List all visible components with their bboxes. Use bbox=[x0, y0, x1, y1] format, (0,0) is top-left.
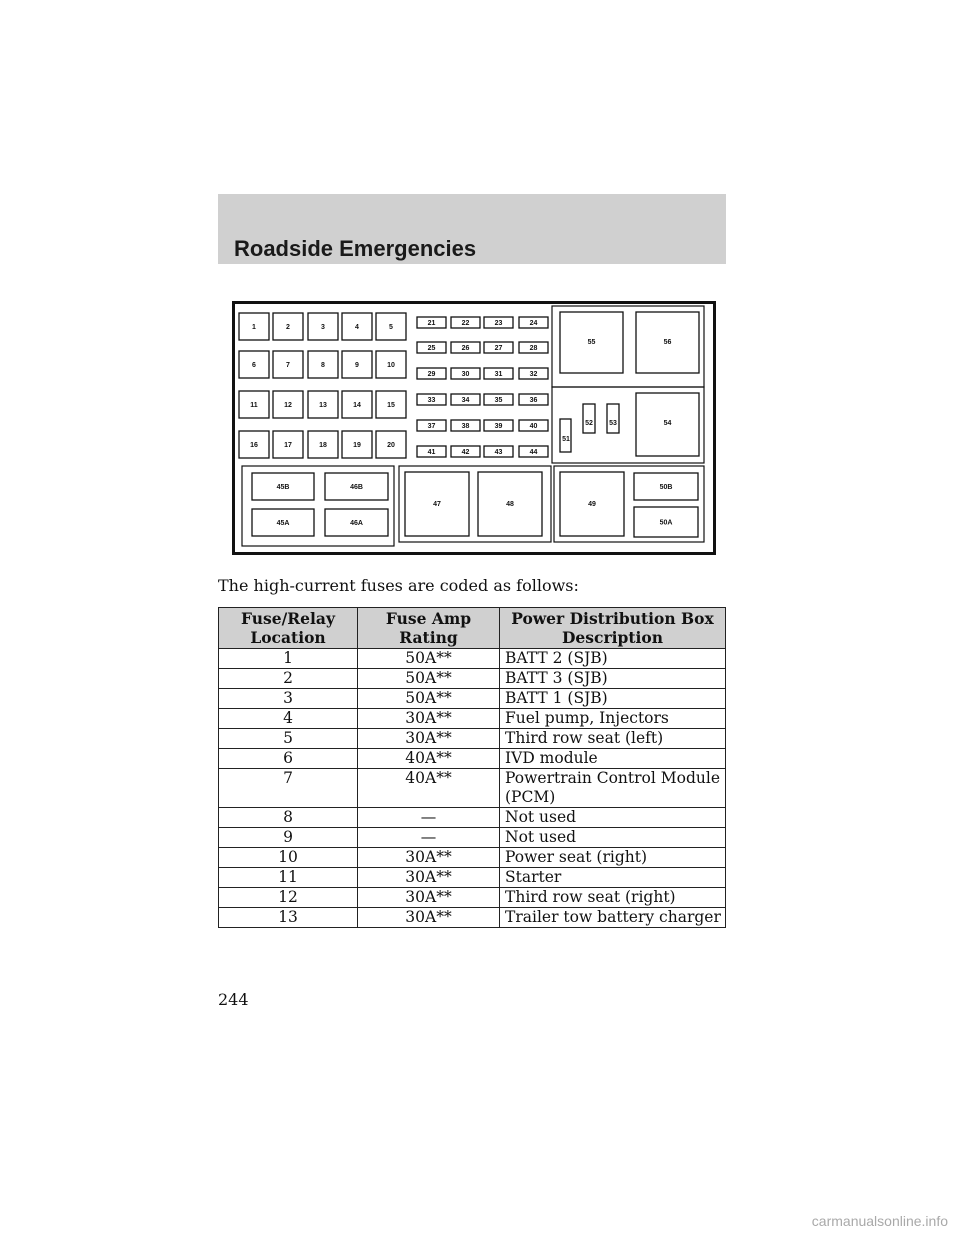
fuse-label-f24: 24 bbox=[529, 320, 538, 327]
cell-location: 7 bbox=[219, 769, 358, 808]
fuse-label-f17: 17 bbox=[284, 442, 292, 449]
cell-description: BATT 1 (SJB) bbox=[500, 689, 726, 709]
fuse-label-f32: 32 bbox=[529, 371, 538, 378]
fuse-label-f37: 37 bbox=[427, 423, 436, 430]
fuse-label-f41: 41 bbox=[427, 449, 436, 456]
cell-description: BATT 2 (SJB) bbox=[500, 649, 726, 669]
fuse-label-f56: 56 bbox=[663, 339, 672, 346]
fuse-label-f50a: 50A bbox=[659, 519, 673, 527]
table-row bbox=[219, 649, 726, 669]
header-location: Fuse/Relay Location bbox=[219, 608, 358, 649]
table-caption: The high-current fuses are coded as follows: bbox=[218, 576, 579, 595]
table-body bbox=[219, 649, 726, 928]
fuse-label-f46a: 46A bbox=[350, 520, 363, 527]
fuse-label-f7: 7 bbox=[286, 362, 290, 369]
table-row bbox=[219, 808, 726, 828]
fuse-label-f35: 35 bbox=[494, 397, 503, 404]
cell-amp-rating: 30A** bbox=[358, 709, 500, 729]
fuse-label-f25: 25 bbox=[427, 345, 436, 352]
cell-description: Not used bbox=[500, 828, 726, 848]
fuse-label-f12: 12 bbox=[284, 402, 292, 409]
fuse-label-f6: 6 bbox=[252, 362, 256, 369]
fuse-label-f46b: 46B bbox=[350, 484, 363, 491]
header-amp-rating: Fuse Amp Rating bbox=[358, 608, 500, 649]
fuse-label-f38: 38 bbox=[461, 423, 470, 430]
fuse-label-f4: 4 bbox=[355, 324, 359, 331]
fuse-label-f52: 52 bbox=[585, 420, 593, 427]
table-row bbox=[219, 709, 726, 729]
fuse-label-f55: 55 bbox=[587, 339, 596, 346]
fuse-label-f18: 18 bbox=[319, 442, 327, 449]
fuse-label-f30: 30 bbox=[461, 371, 470, 378]
fuse-label-f36: 36 bbox=[529, 397, 538, 404]
table-row bbox=[219, 689, 726, 709]
fuse-slot-f52 bbox=[583, 404, 595, 433]
cell-description: Fuel pump, Injectors bbox=[500, 709, 726, 729]
fuse-label-f8: 8 bbox=[321, 362, 325, 369]
fuse-label-f40: 40 bbox=[529, 423, 538, 430]
fuse-label-f34: 34 bbox=[461, 397, 470, 404]
cell-description: Powertrain Control Module (PCM) bbox=[500, 769, 726, 808]
fuse-label-f50b: 50B bbox=[659, 484, 673, 491]
cell-location: 6 bbox=[219, 749, 358, 769]
fuse-table bbox=[218, 607, 726, 928]
cell-amp-rating: 50A** bbox=[358, 669, 500, 689]
cell-location: 3 bbox=[219, 689, 358, 709]
fuse-slot-f53 bbox=[607, 404, 619, 433]
cell-amp-rating: 30A** bbox=[358, 888, 500, 908]
fuse-label-f11: 11 bbox=[250, 402, 258, 409]
cell-location: 11 bbox=[219, 868, 358, 888]
cell-location: 8 bbox=[219, 808, 358, 828]
fuse-label-f14: 14 bbox=[353, 402, 361, 409]
cell-location: 9 bbox=[219, 828, 358, 848]
fuse-label-f51: 51 bbox=[562, 436, 570, 443]
table-row bbox=[219, 888, 726, 908]
table-row bbox=[219, 868, 726, 888]
cell-amp-rating: 30A** bbox=[358, 848, 500, 868]
fuse-box-diagram bbox=[232, 301, 716, 555]
fuse-label-f20: 20 bbox=[387, 442, 395, 449]
cell-location: 2 bbox=[219, 669, 358, 689]
table-row bbox=[219, 769, 726, 808]
fuse-label-f13: 13 bbox=[319, 402, 327, 409]
fuse-label-f44: 44 bbox=[529, 449, 538, 456]
fuse-label-f3: 3 bbox=[321, 324, 325, 331]
fuse-label-f26: 26 bbox=[461, 345, 470, 352]
cell-amp-rating: 30A** bbox=[358, 868, 500, 888]
table-row bbox=[219, 749, 726, 769]
fuse-label-f29: 29 bbox=[427, 371, 436, 378]
cell-description: Third row seat (right) bbox=[500, 888, 726, 908]
fuse-label-f15: 15 bbox=[387, 402, 395, 409]
fuse-label-f2: 2 bbox=[286, 324, 290, 331]
fuse-label-f53: 53 bbox=[609, 420, 617, 427]
fuse-label-f1: 1 bbox=[252, 324, 256, 331]
table-header-row bbox=[219, 608, 726, 649]
cell-description: Power seat (right) bbox=[500, 848, 726, 868]
cell-description: BATT 3 (SJB) bbox=[500, 669, 726, 689]
fuse-label-f54: 54 bbox=[663, 420, 672, 427]
cell-description: Trailer tow battery charger bbox=[500, 908, 726, 928]
cell-amp-rating: 30A** bbox=[358, 729, 500, 749]
table-row bbox=[219, 828, 726, 848]
fuse-label-f42: 42 bbox=[461, 449, 470, 456]
cell-location: 13 bbox=[219, 908, 358, 928]
fuse-label-f10: 10 bbox=[387, 362, 395, 369]
fuse-label-f27: 27 bbox=[494, 345, 503, 352]
table-row bbox=[219, 669, 726, 689]
cell-description: IVD module bbox=[500, 749, 726, 769]
cell-amp-rating: 50A** bbox=[358, 689, 500, 709]
fuse-label-f48: 48 bbox=[506, 501, 514, 508]
cell-amp-rating: 40A** bbox=[358, 749, 500, 769]
fuse-label-f45b: 45B bbox=[276, 484, 290, 491]
fuse-label-f33: 33 bbox=[427, 397, 436, 404]
cell-location: 5 bbox=[219, 729, 358, 749]
cell-amp-rating: — bbox=[358, 808, 500, 828]
fuse-label-f16: 16 bbox=[250, 442, 258, 449]
fuse-label-f21: 21 bbox=[427, 320, 436, 327]
fuse-label-f9: 9 bbox=[355, 362, 359, 369]
cell-amp-rating: — bbox=[358, 828, 500, 848]
header-description: Power Distribution Box Description bbox=[500, 608, 726, 649]
cell-location: 1 bbox=[219, 649, 358, 669]
watermark: carmanualsonline.info bbox=[811, 1213, 948, 1229]
fuse-box-svg bbox=[232, 301, 716, 555]
cell-description: Third row seat (left) bbox=[500, 729, 726, 749]
table-row bbox=[219, 729, 726, 749]
header-band bbox=[218, 194, 726, 264]
fuse-label-f5: 5 bbox=[389, 324, 393, 331]
fuse-label-f39: 39 bbox=[494, 423, 503, 430]
table-row bbox=[219, 848, 726, 868]
fuse-label-f28: 28 bbox=[529, 345, 538, 352]
fuse-label-f31: 31 bbox=[494, 371, 503, 378]
cell-amp-rating: 50A** bbox=[358, 649, 500, 669]
fuse-label-f47: 47 bbox=[433, 501, 441, 508]
fuse-label-f23: 23 bbox=[494, 320, 503, 327]
cell-location: 4 bbox=[219, 709, 358, 729]
cell-amp-rating: 30A** bbox=[358, 908, 500, 928]
section-title: Roadside Emergencies bbox=[234, 236, 477, 261]
table-row bbox=[219, 908, 726, 928]
cell-location: 12 bbox=[219, 888, 358, 908]
cell-description: Starter bbox=[500, 868, 726, 888]
cell-location: 10 bbox=[219, 848, 358, 868]
fuse-label-f49: 49 bbox=[588, 501, 596, 508]
fuse-label-f22: 22 bbox=[461, 320, 470, 327]
cell-description: Not used bbox=[500, 808, 726, 828]
fuse-label-f43: 43 bbox=[494, 449, 503, 456]
cell-amp-rating: 40A** bbox=[358, 769, 500, 808]
fuse-label-f19: 19 bbox=[353, 442, 361, 449]
page-number: 244 bbox=[218, 990, 249, 1009]
fuse-label-f45a: 45A bbox=[276, 520, 290, 527]
